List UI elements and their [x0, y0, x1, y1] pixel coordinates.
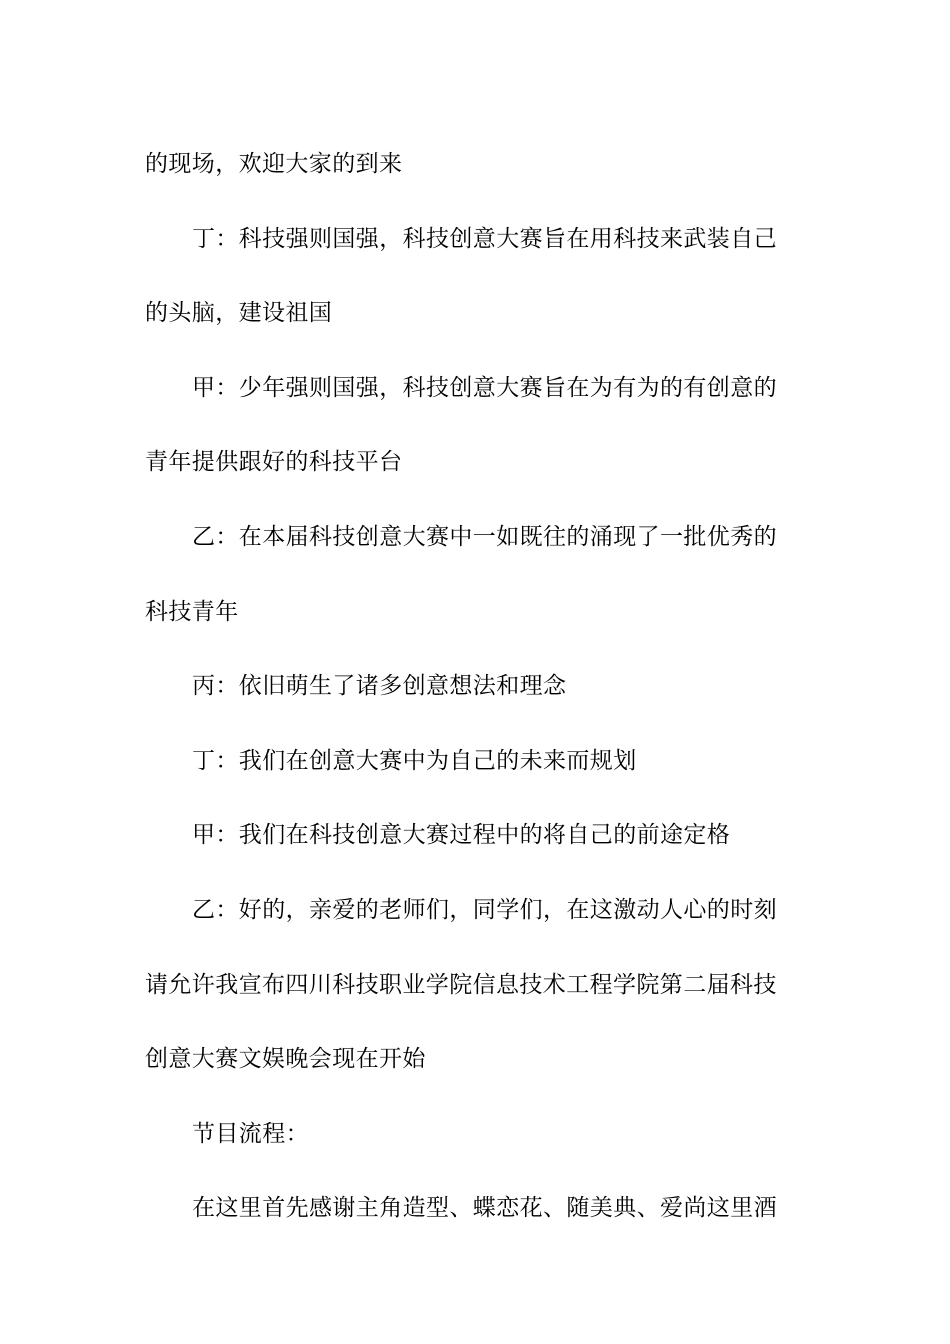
text-line-4: 甲：少年强则国强，科技创意大赛旨在为有为的有创意的: [192, 374, 777, 401]
text-line-7: 科技青年: [145, 598, 239, 625]
text-line-14: 节目流程：: [192, 1120, 309, 1147]
text-line-10: 甲：我们在科技创意大赛过程中的将自己的前途定格: [192, 822, 731, 849]
text-line-12: 请允许我宣布四川科技职业学院信息技术工程学院第二届科技: [145, 971, 777, 998]
text-line-8: 丙：依旧萌生了诸多创意想法和理念: [192, 673, 567, 700]
text-line-9: 丁：我们在创意大赛中为自己的未来而规划: [192, 747, 637, 774]
text-line-6: 乙：在本届科技创意大赛中一如既往的涌现了一批优秀的: [192, 523, 777, 550]
text-line-15: 在这里首先感谢主角造型、蝶恋花、随美典、爱尚这里酒: [192, 1195, 777, 1222]
text-line-13: 创意大赛文娱晚会现在开始: [145, 1046, 426, 1073]
text-line-5: 青年提供跟好的科技平台: [145, 449, 403, 476]
text-line-11: 乙：好的，亲爱的老师们，同学们，在这激动人心的时刻: [192, 896, 777, 923]
text-line-2: 丁：科技强则国强，科技创意大赛旨在用科技来武装自己: [192, 225, 777, 252]
text-line-3: 的头脑，建设祖国: [145, 300, 333, 327]
text-line-1: 的现场，欢迎大家的到来: [145, 151, 403, 177]
document-body: [145, 127, 805, 1246]
